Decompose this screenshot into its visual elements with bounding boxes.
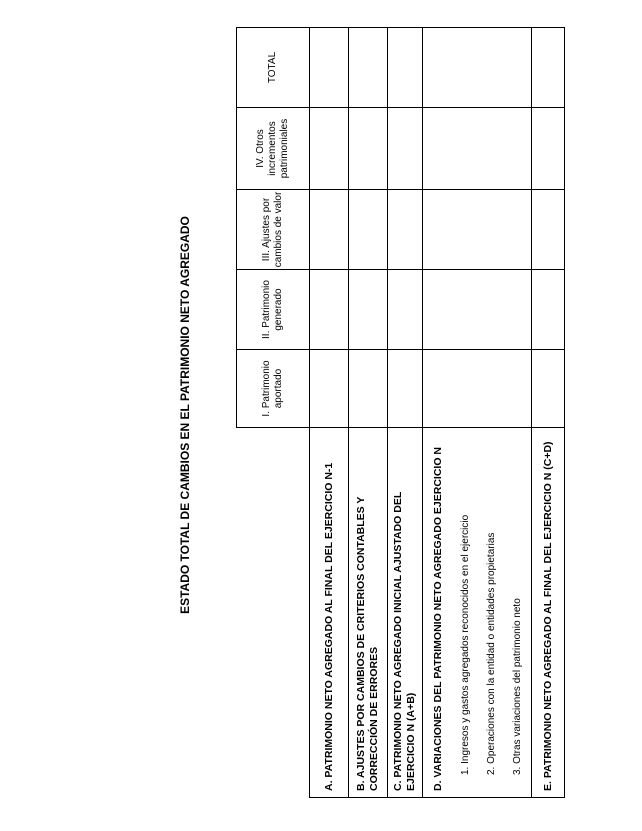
row-label-b: B. AJUSTES POR CAMBIOS DE CRITERIOS CONTABLES Y CORRECCIÓN DE ERRORES	[349, 428, 388, 798]
cell	[349, 270, 388, 350]
col-header-total: TOTAL	[237, 28, 310, 108]
row-label-c: C. PATRIMONIO NETO AGREGADO INICIAL AJUSTADO DEL EJERCICIO N (A+B)	[388, 428, 423, 798]
cell	[423, 270, 532, 350]
cell	[310, 270, 349, 350]
cell	[532, 28, 565, 108]
row-label-e: E. PATRIMONIO NETO AGREGADO AL FINAL DEL EJERCICIO N (C+D)	[532, 428, 565, 798]
rotated-page	[172, 20, 554, 810]
row-label-d1: 1. Ingresos y gastos agregados reconocidos en el ejercicio	[453, 428, 479, 798]
equity-changes-table	[236, 27, 565, 798]
cell	[349, 108, 388, 190]
table-row-b	[349, 28, 388, 798]
row-label-a: A. PATRIMONIO NETO AGREGADO AL FINAL DEL EJERCICIO N-1	[310, 428, 349, 798]
col-header-ajustes-valor: III. Ajustes por cambios de valor	[237, 190, 310, 270]
cell	[423, 190, 532, 270]
table-row-e	[532, 28, 565, 798]
row-label-d2: 2. Operaciones con la entidad o entidades propietarias	[479, 428, 505, 798]
cell	[310, 28, 349, 108]
col-header-otros-incrementos: IV. Otros incrementos patrimoniales	[237, 108, 310, 190]
cell	[423, 108, 532, 190]
header-blank	[237, 428, 310, 798]
cell	[388, 190, 423, 270]
cell	[423, 350, 532, 428]
cell	[349, 350, 388, 428]
cell	[388, 350, 423, 428]
cell	[532, 108, 565, 190]
row-label-d3: 3. Otras variaciones del patrimonio neto	[505, 428, 532, 798]
col-header-patrimonio-generado: II. Patrimonio generado	[237, 270, 310, 350]
document-title: ESTADO TOTAL DE CAMBIOS EN EL PATRIMONIO NETO AGREGADO	[178, 216, 192, 614]
cell	[388, 28, 423, 108]
row-label-d: D. VARIACIONES DEL PATRIMONIO NETO AGREGADO EJERCICIO N	[423, 428, 454, 798]
cell	[349, 28, 388, 108]
cell	[532, 270, 565, 350]
cell	[423, 28, 532, 108]
table-row-a	[310, 28, 349, 798]
table-row-c	[388, 28, 423, 798]
header-row	[237, 28, 310, 798]
table-row-d	[423, 28, 454, 798]
col-header-patrimonio-aportado: I. Patrimonio aportado	[237, 350, 310, 428]
cell	[310, 108, 349, 190]
cell	[388, 108, 423, 190]
cell	[310, 350, 349, 428]
cell	[388, 270, 423, 350]
cell	[349, 190, 388, 270]
cell	[310, 190, 349, 270]
cell	[532, 350, 565, 428]
cell	[532, 190, 565, 270]
